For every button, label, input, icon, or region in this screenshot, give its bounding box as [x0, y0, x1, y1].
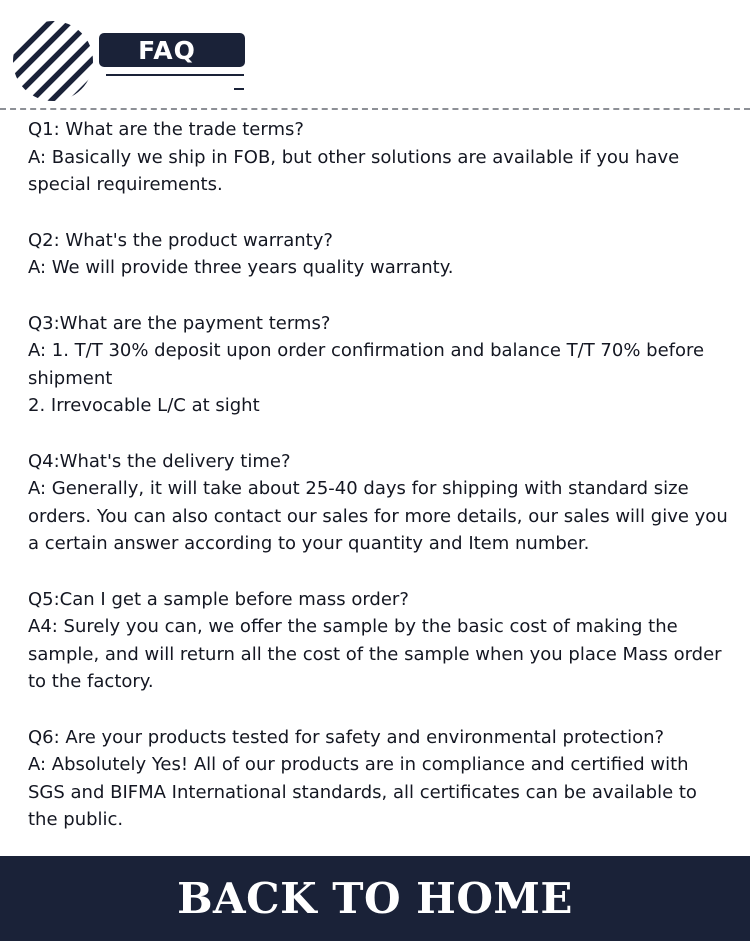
faq-item — [28, 116, 728, 199]
faq-answer: A4: Surely you can, we offer the sample by the basic cost of making the sample, and will return all the cost of the sample when you place Mass order to the factory. — [28, 616, 722, 692]
faq-question: Q6: Are your products tested for safety and environmental protection? — [28, 726, 665, 748]
faq-answer: A: Basically we ship in FOB, but other solutions are available if you have special requirements. — [28, 146, 680, 195]
faq-question: Q4:What's the delivery time? — [28, 450, 291, 472]
faq-question: Q5:Can I get a sample before mass order? — [28, 588, 409, 610]
faq-question: Q2: What's the product warranty? — [28, 229, 333, 251]
faq-item — [28, 227, 728, 282]
faq-item — [28, 724, 728, 834]
faq-item — [28, 586, 728, 696]
faq-title-badge — [99, 33, 245, 67]
header — [0, 0, 750, 110]
faq-answer: A: 1. T/T 30% deposit upon order confirmation and balance T/T 70% before shipment — [28, 340, 705, 389]
faq-question: Q3:What are the payment terms? — [28, 312, 331, 334]
faq-list — [28, 116, 728, 862]
back-to-home-button[interactable] — [0, 856, 750, 941]
dashed-divider — [0, 108, 750, 110]
faq-answer: A: We will provide three years quality warranty. — [28, 257, 454, 278]
page-title: FAQ — [138, 35, 196, 65]
faq-answer-line: 2. Irrevocable L/C at sight — [28, 395, 260, 416]
faq-answer: A: Generally, it will take about 25-40 days for shipping with standard size orders. You can also contact our sales for more details, our sales will give you a certain answer according to your quantity and Item number. — [28, 478, 728, 554]
faq-item — [28, 448, 728, 558]
title-dash — [234, 88, 244, 90]
faq-answer: A: Absolutely Yes! All of our products are in compliance and certified with SGS and BIFMA International standards, all certificates can be available to the public. — [28, 754, 697, 830]
striped-circle-icon — [12, 20, 94, 102]
back-to-home-label: BACK TO HOME — [177, 874, 573, 923]
faq-question: Q1: What are the trade terms? — [28, 119, 304, 140]
title-underline — [106, 74, 244, 76]
faq-item — [28, 310, 728, 420]
